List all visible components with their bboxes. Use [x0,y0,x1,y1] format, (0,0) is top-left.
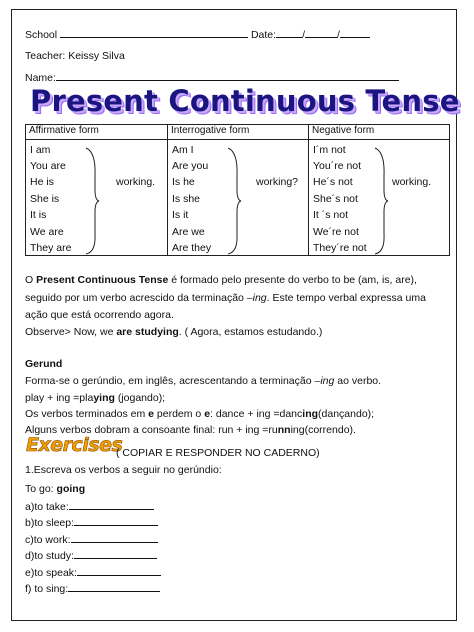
date-year-blank [340,28,370,38]
list-item: She is [30,193,60,205]
name-line [25,71,399,84]
list-item: Am I [172,144,194,156]
text-fragment: perdem o [153,408,205,420]
exercise-item [25,549,157,562]
exercise-item [25,533,158,546]
exercise-label: a)to take: [25,501,69,513]
explanation-line [25,292,426,304]
exercise-example [25,483,85,495]
explanation-line [25,326,322,338]
text-fragment: é formado pelo presente do verbo to be (am, is, are), [168,274,417,286]
school-label: School [25,29,58,41]
list-item: Is he [172,176,195,188]
exercise-item [25,566,161,579]
teacher-line: Teacher: Keissy Silva [25,50,125,62]
answer-blank [69,500,154,510]
date-slash: / [302,29,305,41]
bold-text: e [204,408,211,420]
negative-verb: working. [392,176,432,188]
affirmative-cell [26,140,167,255]
date-slash: / [336,29,340,41]
list-item: You´re not [313,160,362,172]
school-blank [60,28,248,38]
list-item: They are [30,242,72,254]
text-fragment: O [25,274,37,286]
answer-blank [74,549,157,559]
bold-text: ing [302,408,319,420]
bold-text: Present Continuous Tense [36,274,169,286]
name-blank [56,71,399,81]
forms-table [25,124,450,256]
list-item: Are you [172,160,209,172]
list-item: He´s not [313,176,353,188]
gerund-line [25,392,165,404]
bold-text: e [148,408,154,420]
list-item: It is [30,209,47,221]
exercise-item [25,516,158,529]
exercise-label: d)to study: [25,550,75,562]
negative-cell [309,140,449,255]
brace-icon [226,146,242,256]
text-fragment: Observe> Now, we [25,326,117,338]
italic-text: –ing [314,375,335,387]
text-fragment: ao verbo. [334,375,382,387]
interrogative-verb: working? [256,176,299,188]
list-item: You are [30,160,66,172]
list-item: He is [30,176,54,188]
explanation-line: ação que está ocorrendo agora. [25,309,174,321]
text-fragment: Forma-se o gerúndio, em inglês, acrescentando a terminação [25,375,315,387]
text-fragment: (jogando); [114,392,166,404]
brace-icon [84,146,100,256]
exercise-label: b)to sleep: [25,517,75,529]
bold-text: ying [93,392,115,404]
exercise-item [25,500,154,513]
text-fragment: To go: [25,483,57,495]
exercises-instruction: ( COPIAR E RESPONDER NO CADERNO) [116,447,320,459]
exercises-logo: Exercises [26,434,123,456]
list-item: Is she [172,193,201,205]
affirmative-header: Affirmative form [26,125,168,140]
interrogative-cell [168,140,308,255]
text-fragment: . ( Agora, estamos estudando.) [178,326,323,338]
bold-text: are studying [116,326,179,338]
answer-blank [71,533,158,543]
gerund-line [25,408,374,420]
list-item: They´re not [313,242,367,254]
exercise-label: e)to speak: [25,567,77,579]
answer-blank [68,582,160,592]
list-item: She´s not [313,193,358,205]
italic-text: –ing [246,292,267,304]
text-fragment: Os verbos terminados em [25,408,149,420]
date-day-blank [276,28,302,38]
date-label: Date: [250,29,277,41]
bold-text: going [56,483,86,495]
gerund-line [25,375,381,387]
text-fragment: : dance + ing =danc [210,408,303,420]
exercise-label: f) to sing: [25,583,69,595]
list-item: We´re not [313,226,359,238]
list-item: I´m not [313,144,346,156]
text-fragment: ing(correndo). [290,424,356,436]
text-fragment: (dançando); [318,408,375,420]
exercise-label: c)to work: [25,534,71,546]
list-item: It ´s not [313,209,349,221]
date-month-blank [305,28,337,38]
list-item: Are we [172,226,205,238]
list-item: Is it [172,209,189,221]
text-fragment: . Este tempo verbal expressa uma [266,292,426,304]
exercise-item [25,582,160,595]
negative-header: Negative form [309,125,450,140]
answer-blank [74,516,158,526]
explanation-line [25,274,417,286]
text-fragment: seguido por um verbo acrescido da terminação [25,292,247,304]
page-title: Present Continuous Tense [30,84,460,118]
affirmative-verb: working. [116,176,156,188]
bold-text: nn [277,424,291,436]
school-line [25,28,370,41]
name-label: Name: [25,72,56,84]
text-fragment: Alguns verbos dobram a consoante final: run + ing =ru [25,424,278,436]
gerund-heading: Gerund [25,358,63,370]
list-item: We are [30,226,64,238]
text-fragment: play + ing =pla [25,392,94,404]
answer-blank [77,566,161,576]
interrogative-header: Interrogative form [168,125,309,140]
exercise-question: 1.Escreva os verbos a seguir no gerúndio: [25,464,222,476]
list-item: I am [30,144,51,156]
brace-icon [373,146,389,256]
list-item: Are they [172,242,212,254]
